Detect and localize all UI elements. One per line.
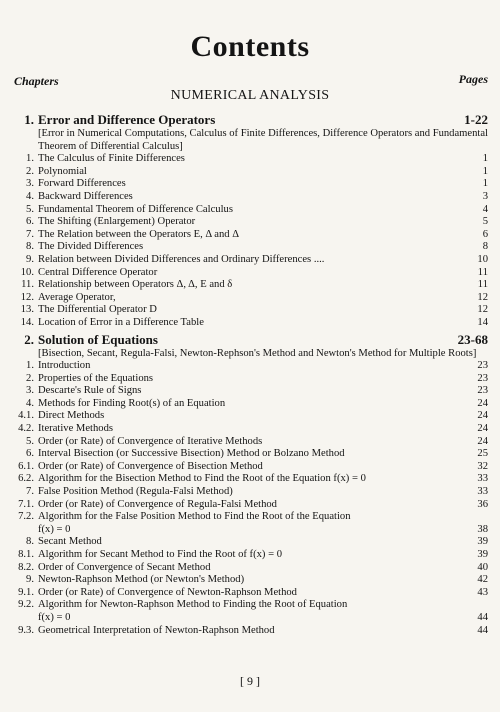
entry-title: Descarte's Rule of Signs — [38, 385, 142, 397]
toc-entry[interactable] — [8, 599, 488, 612]
pages-header: Pages — [458, 72, 488, 86]
entry-title: Methods for Finding Root(s) of an Equation — [38, 397, 226, 409]
entry-page: 12 — [477, 291, 488, 303]
chapter-items — [8, 153, 488, 329]
entry-page: 1 — [482, 178, 488, 190]
chapter-number: 1. — [24, 112, 34, 127]
page-title: Contents — [190, 30, 310, 63]
entry-number: 7.2. — [18, 511, 34, 523]
entry-number: 4. — [26, 397, 34, 409]
entry-title: Direct Methods — [38, 410, 105, 422]
entry-title: Relation between Divided Differences and Ordinary Differences .... — [38, 253, 325, 265]
entry-title: Order (or Rate) of Convergence of Regula-Falsi Method — [38, 498, 277, 510]
toc-entry[interactable] — [8, 398, 488, 411]
chapters-header: Chapters — [14, 74, 59, 88]
entry-title: Order (or Rate) of Convergence of Newton-Raphson Method — [38, 586, 297, 598]
entry-title: Introduction — [38, 360, 91, 372]
toc-entry[interactable] — [8, 524, 488, 537]
entry-title: Algorithm for the False Position Method to Find the Root of the Equation — [38, 511, 351, 523]
toc-entry[interactable] — [8, 241, 488, 254]
entry-title: Backward Differences — [38, 190, 133, 202]
chapter-heading[interactable] — [8, 332, 488, 348]
chapter-heading[interactable] — [8, 112, 488, 128]
toc-entry[interactable] — [8, 536, 488, 549]
chapter-number: 2. — [24, 331, 34, 347]
entry-title: Newton-Raphson Method (or Newton's Method) — [38, 574, 245, 586]
entry-title: Order (or Rate) of Convergence of Iterative Methods — [38, 435, 263, 447]
entry-page: 42 — [477, 574, 488, 586]
entry-title: The Differential Operator D — [38, 304, 157, 316]
entry-title: Iterative Methods — [38, 423, 114, 435]
entry-number: 7.1. — [18, 498, 34, 510]
entry-page: 1 — [482, 165, 488, 177]
toc-entry[interactable] — [8, 511, 488, 524]
entry-number: 7. — [26, 228, 34, 240]
toc-entry[interactable] — [8, 153, 488, 166]
chapter-description: [Error in Numerical Computations, Calculus of Finite Differences, Difference Operators and Fundamental Theorem of Differential Calculus] — [38, 128, 489, 152]
toc-entry[interactable] — [8, 486, 488, 499]
toc-entry[interactable] — [8, 612, 488, 625]
entry-number: 2. — [26, 372, 34, 384]
toc-entry[interactable] — [8, 191, 488, 204]
toc-entry[interactable] — [8, 292, 488, 305]
chapter-pages: 23-68 — [457, 331, 488, 347]
entry-page: 1 — [482, 153, 488, 165]
toc-entry[interactable] — [8, 423, 488, 436]
entry-page: 40 — [477, 561, 488, 573]
entry-page: 10 — [477, 253, 488, 265]
entry-title: f(x) = 0 — [38, 611, 71, 623]
toc-entry[interactable] — [8, 587, 488, 600]
entry-page: 4 — [482, 203, 488, 215]
entry-page: 43 — [477, 586, 488, 598]
toc-entry[interactable] — [8, 229, 488, 242]
entry-number: 6. — [26, 448, 34, 460]
entry-page: 11 — [477, 279, 488, 291]
entry-page: 14 — [477, 316, 488, 328]
entry-title: Algorithm for Secant Method to Find the Root of f(x) = 0 — [38, 549, 283, 560]
entry-number: 2. — [26, 165, 34, 177]
toc-entry[interactable] — [8, 178, 488, 191]
entry-title: Fundamental Theorem of Difference Calculus — [38, 203, 233, 215]
chapter-title: Error and Difference Operators — [38, 112, 216, 127]
entry-number: 8. — [26, 536, 34, 548]
entry-page: 39 — [477, 549, 488, 560]
entry-title: The Divided Differences — [38, 241, 144, 253]
entry-number: 11. — [21, 279, 34, 291]
entry-title: Interval Bisection (or Successive Bisection) Method or Bolzano Method — [38, 448, 345, 460]
toc-entry[interactable] — [8, 499, 488, 512]
entry-page: 33 — [477, 473, 488, 485]
entry-page: 24 — [477, 410, 488, 422]
toc-entry[interactable] — [8, 216, 488, 229]
entry-page: 25 — [477, 448, 488, 460]
entry-title: Secant Method — [38, 536, 102, 548]
toc-entry[interactable] — [8, 473, 488, 486]
entry-page: 23 — [477, 360, 488, 372]
entry-number: 9. — [26, 253, 34, 265]
entry-page: 44 — [477, 611, 488, 623]
toc-entry[interactable] — [8, 436, 488, 449]
entry-title: Forward Differences — [38, 178, 126, 190]
entry-title: Order (or Rate) of Convergence of Bisection Method — [38, 460, 263, 472]
entry-number: 9.3. — [18, 624, 34, 636]
entry-title: Relationship between Operators Δ, Δ, E and δ — [38, 279, 233, 291]
entry-number: 8. — [26, 241, 34, 253]
entry-page: 3 — [482, 190, 488, 202]
entry-number: 4.2. — [18, 423, 34, 435]
entry-page: 32 — [477, 460, 488, 472]
toc-entry[interactable] — [8, 279, 488, 292]
entry-page: 38 — [477, 523, 488, 535]
toc-entry[interactable] — [8, 360, 488, 373]
entry-page: 36 — [477, 498, 488, 510]
toc-entry[interactable] — [8, 373, 488, 386]
entry-number: 7. — [26, 486, 34, 498]
entry-title: Geometrical Interpretation of Newton-Raphson Method — [38, 624, 275, 636]
toc-entry[interactable] — [8, 385, 488, 398]
entry-title: Polynomial — [38, 165, 87, 177]
entry-title: Algorithm for the Bisection Method to Find the Root of the Equation f(x) = 0 — [38, 473, 366, 485]
entry-number: 5. — [26, 203, 34, 215]
toc-entry[interactable] — [8, 166, 488, 179]
toc-entry[interactable] — [8, 461, 488, 474]
entry-number: 9.1. — [18, 586, 34, 598]
entry-page: 24 — [477, 423, 488, 435]
entry-title: The Calculus of Finite Differences — [38, 153, 185, 165]
entry-page: 24 — [477, 397, 488, 409]
entry-page: 39 — [477, 536, 488, 548]
toc-entry[interactable] — [8, 304, 488, 317]
entry-title: Average Operator, — [38, 291, 116, 303]
entry-title: Properties of the Equations — [38, 372, 154, 384]
entry-number: 9.2. — [18, 599, 34, 611]
entry-page: 12 — [477, 304, 488, 316]
entry-title: False Position Method (Regula-Falsi Method) — [38, 486, 233, 498]
entry-title: Central Difference Operator — [38, 266, 158, 278]
entry-number: 4. — [26, 190, 34, 202]
entry-number: 8.1. — [18, 549, 34, 560]
entry-number: 1. — [26, 360, 34, 372]
entry-page: 24 — [477, 435, 488, 447]
entry-number: 14. — [20, 316, 34, 328]
chapter-title: Solution of Equations — [38, 331, 158, 347]
entry-number: 6. — [26, 216, 34, 228]
toc-entry[interactable] — [8, 625, 488, 638]
entry-title: f(x) = 0 — [38, 523, 71, 535]
entry-number: 13. — [20, 304, 34, 316]
entry-number: 5. — [26, 435, 34, 447]
entry-page: 8 — [482, 241, 488, 253]
chapter-items — [8, 360, 488, 637]
toc-entry[interactable] — [8, 204, 488, 217]
page-number: [ 9 ] — [240, 674, 260, 688]
entry-page: 6 — [482, 228, 488, 240]
section-title: NUMERICAL ANALYSIS — [170, 88, 330, 103]
entry-title: Algorithm for Newton-Raphson Method to Finding the Root of Equation — [38, 599, 348, 611]
toc-entry[interactable] — [8, 410, 488, 423]
entry-title: The Shifting (Enlargement) Operator — [38, 216, 196, 228]
entry-page: 11 — [477, 266, 488, 278]
toc-entry[interactable] — [8, 448, 488, 461]
entry-page: 23 — [477, 385, 488, 397]
entry-number: 1. — [26, 153, 34, 165]
chapter-pages: 1-22 — [464, 112, 488, 127]
entry-number: 3. — [26, 178, 34, 190]
entry-number: 10. — [20, 266, 34, 278]
toc-entry[interactable] — [8, 562, 488, 575]
entry-title: Order of Convergence of Secant Method — [38, 561, 211, 573]
entry-number: 8.2. — [18, 561, 34, 573]
entry-number: 4.1. — [18, 410, 34, 422]
entry-number: 12. — [20, 291, 34, 303]
entry-page: 33 — [477, 486, 488, 498]
entry-page: 5 — [482, 216, 488, 228]
toc-entry[interactable] — [8, 317, 488, 330]
entry-number: 6.2. — [18, 473, 34, 485]
entry-number: 6.1. — [18, 460, 34, 472]
table-of-contents — [8, 110, 488, 637]
entry-title: The Relation between the Operators E, Δ and Δ — [38, 228, 240, 240]
entry-page: 23 — [477, 372, 488, 384]
entry-title: Location of Error in a Difference Table — [38, 316, 204, 328]
toc-entry[interactable] — [8, 574, 488, 587]
toc-entry[interactable] — [8, 549, 488, 562]
toc-entry[interactable] — [8, 267, 488, 280]
chapter-description: [Bisection, Secant, Regula-Falsi, Newton-Rephson's Method and Newton's Method for Multiple Roots] — [38, 347, 477, 359]
entry-number: 3. — [26, 385, 34, 397]
entry-number: 9. — [26, 574, 34, 586]
entry-page: 44 — [477, 624, 488, 636]
toc-entry[interactable] — [8, 254, 488, 267]
